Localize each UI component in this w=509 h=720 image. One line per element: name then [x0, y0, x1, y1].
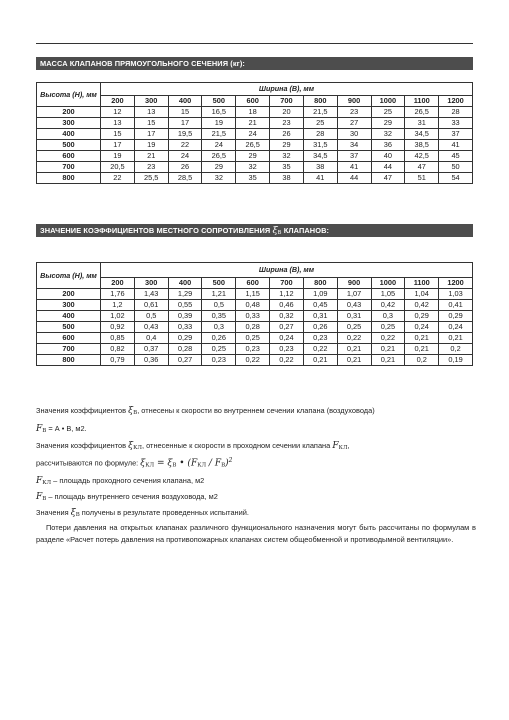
- table-cell: 1,04: [405, 289, 439, 300]
- table-cell: 0,28: [168, 344, 202, 355]
- table-cell: 13: [134, 107, 168, 118]
- table-cell: 0,21: [405, 344, 439, 355]
- table-cell: 35: [236, 173, 270, 184]
- width-value: 1100: [405, 96, 439, 107]
- width-value: 400: [168, 278, 202, 289]
- width-value: 300: [134, 96, 168, 107]
- table-cell: 1,03: [439, 289, 473, 300]
- table-cell: 0,61: [134, 300, 168, 311]
- table-cell: 32: [371, 129, 405, 140]
- row-height: 400: [37, 311, 101, 322]
- table-cell: 0,19: [439, 355, 473, 366]
- table-cell: 0,24: [439, 322, 473, 333]
- table-cell: 38: [270, 173, 304, 184]
- width-values-row: [37, 96, 473, 107]
- table-cell: 25,5: [134, 173, 168, 184]
- table-cell: 0,2: [439, 344, 473, 355]
- table-cell: 19,5: [168, 129, 202, 140]
- table-cell: 29: [236, 151, 270, 162]
- table-row: [37, 162, 473, 173]
- table-cell: 26,5: [405, 107, 439, 118]
- table-cell: 29: [270, 140, 304, 151]
- table-cell: 0,85: [101, 333, 135, 344]
- height-header: Высота (Н), мм: [37, 83, 101, 107]
- table-cell: 19: [202, 118, 236, 129]
- table-cell: 0,22: [270, 355, 304, 366]
- table-row: [37, 151, 473, 162]
- note-line-2: FВ = А • В, м2.: [36, 424, 87, 434]
- table-row: [37, 300, 473, 311]
- table-cell: 0,79: [101, 355, 135, 366]
- row-height: 700: [37, 162, 101, 173]
- table-cell: 0,35: [202, 311, 236, 322]
- table-cell: 28,5: [168, 173, 202, 184]
- table-cell: 30: [337, 129, 371, 140]
- table-cell: 34,5: [405, 129, 439, 140]
- table-cell: 26: [270, 129, 304, 140]
- table-cell: 41: [337, 162, 371, 173]
- table-cell: 54: [439, 173, 473, 184]
- width-value: 600: [236, 96, 270, 107]
- table-cell: 28: [303, 129, 337, 140]
- table-cell: 25: [303, 118, 337, 129]
- note-line-6: FВ – площадь внутреннего сечения воздуховода, м2: [36, 492, 218, 502]
- table-cell: 0,55: [168, 300, 202, 311]
- table-cell: 0,22: [236, 355, 270, 366]
- table-cell: 1,12: [270, 289, 304, 300]
- table-cell: 0,5: [202, 300, 236, 311]
- table-cell: 0,23: [202, 355, 236, 366]
- table-row: [37, 129, 473, 140]
- table-cell: 51: [405, 173, 439, 184]
- width-value: 800: [303, 96, 337, 107]
- table-cell: 0,5: [134, 311, 168, 322]
- table-cell: 16,5: [202, 107, 236, 118]
- table-cell: 50: [439, 162, 473, 173]
- width-value: 400: [168, 96, 202, 107]
- width-value: 300: [134, 278, 168, 289]
- table-cell: 19: [134, 140, 168, 151]
- table-cell: 0,25: [337, 322, 371, 333]
- table-cell: 23: [270, 118, 304, 129]
- table-cell: 1,29: [168, 289, 202, 300]
- table-cell: 1,43: [134, 289, 168, 300]
- table-cell: 12: [101, 107, 135, 118]
- table-row: [37, 355, 473, 366]
- note-line-5: FКЛ – площадь проходного сечения клапана, м2: [36, 476, 205, 486]
- table-cell: 21: [236, 118, 270, 129]
- row-height: 200: [37, 289, 101, 300]
- table-cell: 0,3: [371, 311, 405, 322]
- table-cell: 37: [439, 129, 473, 140]
- table-cell: 0,21: [371, 355, 405, 366]
- width-value: 800: [303, 278, 337, 289]
- table-cell: 20,5: [101, 162, 135, 173]
- note-line-7: Значения ξВ получены в результате проведенных испытаний.: [36, 508, 249, 518]
- table-cell: 0,46: [270, 300, 304, 311]
- width-value: 1000: [371, 96, 405, 107]
- table-cell: 17: [168, 118, 202, 129]
- table-cell: 0,22: [371, 333, 405, 344]
- table-cell: 0,43: [134, 322, 168, 333]
- table-row: [37, 311, 473, 322]
- table-cell: 24: [236, 129, 270, 140]
- table-cell: 25: [371, 107, 405, 118]
- table-cell: 37: [337, 151, 371, 162]
- table-cell: 21,5: [303, 107, 337, 118]
- width-header: Ширина (В), мм: [101, 83, 473, 96]
- table-cell: 0,25: [202, 344, 236, 355]
- table-cell: 0,24: [270, 333, 304, 344]
- table-cell: 0,21: [337, 355, 371, 366]
- table-cell: 27: [337, 118, 371, 129]
- table-cell: 0,25: [371, 322, 405, 333]
- table-cell: 1,07: [337, 289, 371, 300]
- table-cell: 0,31: [303, 311, 337, 322]
- table-cell: 32: [202, 173, 236, 184]
- table-cell: 1,2: [101, 300, 135, 311]
- table-cell: 1,02: [101, 311, 135, 322]
- row-height: 200: [37, 107, 101, 118]
- table-cell: 41: [303, 173, 337, 184]
- table-cell: 1,21: [202, 289, 236, 300]
- table-cell: 0,92: [101, 322, 135, 333]
- table-cell: 29: [202, 162, 236, 173]
- table-cell: 0,45: [303, 300, 337, 311]
- row-height: 800: [37, 173, 101, 184]
- width-value: 1000: [371, 278, 405, 289]
- table-header-row: [37, 263, 473, 278]
- row-height: 700: [37, 344, 101, 355]
- table-cell: 47: [405, 162, 439, 173]
- row-height: 400: [37, 129, 101, 140]
- row-height: 800: [37, 355, 101, 366]
- table-cell: 44: [371, 162, 405, 173]
- resistance-table-title: ЗНАЧЕНИЕ КОЭФФИЦИЕНТОВ МЕСТНОГО СОПРОТИВЛЕНИЯ ξВ КЛАПАНОВ:: [36, 224, 473, 237]
- table-cell: 38,5: [405, 140, 439, 151]
- table-cell: 29: [371, 118, 405, 129]
- table-cell: 41: [439, 140, 473, 151]
- table-cell: 17: [134, 129, 168, 140]
- table-cell: 0,33: [168, 322, 202, 333]
- width-value: 200: [101, 278, 135, 289]
- table-cell: 0,29: [439, 311, 473, 322]
- table-cell: 0,22: [337, 333, 371, 344]
- table-row: [37, 333, 473, 344]
- table-cell: 0,21: [405, 333, 439, 344]
- table-cell: 26,5: [202, 151, 236, 162]
- table-cell: 0,23: [270, 344, 304, 355]
- table-cell: 32: [270, 151, 304, 162]
- table-row: [37, 173, 473, 184]
- table-cell: 0,23: [236, 344, 270, 355]
- table-cell: 22: [168, 140, 202, 151]
- table-cell: 0,22: [303, 344, 337, 355]
- table-cell: 34,5: [303, 151, 337, 162]
- width-value: 500: [202, 96, 236, 107]
- table-cell: 17: [101, 140, 135, 151]
- row-height: 600: [37, 151, 101, 162]
- width-value: 700: [270, 278, 304, 289]
- table-row: [37, 107, 473, 118]
- table-cell: 26,5: [236, 140, 270, 151]
- table-row: [37, 140, 473, 151]
- table-cell: 0,29: [168, 333, 202, 344]
- resistance-table: [36, 262, 473, 366]
- table-cell: 21: [134, 151, 168, 162]
- table-cell: 1,15: [236, 289, 270, 300]
- table-cell: 15: [134, 118, 168, 129]
- table-cell: 0,21: [371, 344, 405, 355]
- row-height: 300: [37, 118, 101, 129]
- width-header: Ширина (В), мм: [101, 263, 473, 278]
- table-cell: 32: [236, 162, 270, 173]
- table-cell: 0,27: [270, 322, 304, 333]
- table-row: [37, 118, 473, 129]
- table-cell: 0,27: [168, 355, 202, 366]
- table-cell: 0,32: [270, 311, 304, 322]
- table-cell: 36: [371, 140, 405, 151]
- table-cell: 0,4: [134, 333, 168, 344]
- table-cell: 0,36: [134, 355, 168, 366]
- table-cell: 18: [236, 107, 270, 118]
- table-cell: 0,48: [236, 300, 270, 311]
- table-cell: 0,21: [337, 344, 371, 355]
- table-cell: 0,33: [236, 311, 270, 322]
- table-cell: 35: [270, 162, 304, 173]
- table-cell: 24: [202, 140, 236, 151]
- table-cell: 0,31: [337, 311, 371, 322]
- row-height: 600: [37, 333, 101, 344]
- table-cell: 0,26: [202, 333, 236, 344]
- row-height: 300: [37, 300, 101, 311]
- table-cell: 20: [270, 107, 304, 118]
- width-value: 500: [202, 278, 236, 289]
- table-cell: 0,3: [202, 322, 236, 333]
- table-cell: 42,5: [405, 151, 439, 162]
- table-cell: 0,42: [371, 300, 405, 311]
- table-cell: 24: [168, 151, 202, 162]
- table-cell: 0,28: [236, 322, 270, 333]
- table-cell: 15: [168, 107, 202, 118]
- height-header: Высота (Н), мм: [37, 263, 101, 289]
- table-cell: 34: [337, 140, 371, 151]
- table-cell: 38: [303, 162, 337, 173]
- table-cell: 0,37: [134, 344, 168, 355]
- table-cell: 45: [439, 151, 473, 162]
- table-cell: 0,26: [303, 322, 337, 333]
- table-cell: 13: [101, 118, 135, 129]
- width-value: 900: [337, 96, 371, 107]
- table-cell: 21,5: [202, 129, 236, 140]
- table-cell: 0,42: [405, 300, 439, 311]
- table-cell: 0,24: [405, 322, 439, 333]
- table-cell: 19: [101, 151, 135, 162]
- width-value: 900: [337, 278, 371, 289]
- width-value: 1200: [439, 278, 473, 289]
- table-cell: 1,05: [371, 289, 405, 300]
- table-row: [37, 322, 473, 333]
- note-line-3: Значения коэффициентов ξКЛ, отнесенные к скорости в проходном сечении клапана FКЛ,: [36, 441, 350, 451]
- table-cell: 0,23: [303, 333, 337, 344]
- table-cell: 28: [439, 107, 473, 118]
- table-cell: 0,43: [337, 300, 371, 311]
- top-rule: [36, 43, 473, 44]
- table-cell: 0,21: [439, 333, 473, 344]
- note-paragraph: Потери давления на открытых клапанах различного функционального назначения могут быть рассчитаны по формулам в разделе «Расчет потерь давления на противопожарных клапанах систем общеобменной и противодымной вентиляции».: [36, 523, 476, 544]
- table-cell: 33: [439, 118, 473, 129]
- note-formula: рассчитываются по формуле: ξКЛ = ξВ • (FКЛ / FВ)$^2$: [36, 457, 233, 469]
- table-cell: 47: [371, 173, 405, 184]
- width-value: 1100: [405, 278, 439, 289]
- table-cell: 0,25: [236, 333, 270, 344]
- table-cell: 0,29: [405, 311, 439, 322]
- table-cell: 40: [371, 151, 405, 162]
- table-cell: 0,82: [101, 344, 135, 355]
- table-cell: 15: [101, 129, 135, 140]
- mass-table: [36, 82, 473, 184]
- table-cell: 22: [101, 173, 135, 184]
- table-cell: 1,76: [101, 289, 135, 300]
- note-line-1: Значения коэффициентов ξВ, отнесены к скорости во внутреннем сечении клапана (воздуховода): [36, 406, 375, 416]
- table-cell: 26: [168, 162, 202, 173]
- table-cell: 1,09: [303, 289, 337, 300]
- table-cell: 31,5: [303, 140, 337, 151]
- table-header-row: [37, 83, 473, 96]
- width-value: 600: [236, 278, 270, 289]
- width-value: 1200: [439, 96, 473, 107]
- table-cell: 23: [134, 162, 168, 173]
- mass-table-title: МАССА КЛАПАНОВ ПРЯМОУГОЛЬНОГО СЕЧЕНИЯ (кг):: [36, 57, 473, 70]
- table-cell: 23: [337, 107, 371, 118]
- row-height: 500: [37, 322, 101, 333]
- table-row: [37, 344, 473, 355]
- table-cell: 0,21: [303, 355, 337, 366]
- width-value: 200: [101, 96, 135, 107]
- table-row: [37, 289, 473, 300]
- table-cell: 31: [405, 118, 439, 129]
- width-values-row: [37, 278, 473, 289]
- row-height: 500: [37, 140, 101, 151]
- table-cell: 44: [337, 173, 371, 184]
- width-value: 700: [270, 96, 304, 107]
- table-cell: 0,41: [439, 300, 473, 311]
- table-cell: 0,2: [405, 355, 439, 366]
- table-cell: 0,39: [168, 311, 202, 322]
